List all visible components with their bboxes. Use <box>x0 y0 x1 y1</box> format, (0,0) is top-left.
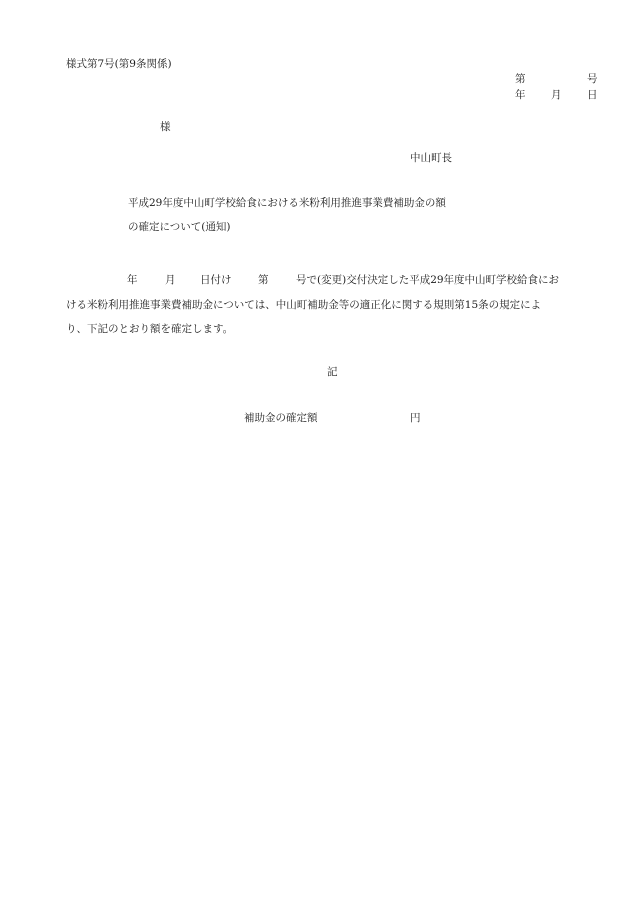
body-line-3-text: り、下記のとおり額を確定します。 <box>66 323 234 335</box>
date-month-label: 月 <box>551 89 562 101</box>
addressee-honorific: 様 <box>160 121 171 133</box>
body-date-label: 日付け <box>200 274 232 286</box>
body-line-2-text: ける米粉利用推進事業費補助金については、中山町補助金等の適正化に関する規則第15条の規定によ <box>66 299 542 311</box>
body-line-1-text: 号で(変更)交付決定した平成29年度中山町学校給食にお <box>296 274 560 286</box>
document-number-suffix: 号 <box>587 73 598 85</box>
ki-heading: 記 <box>327 366 338 378</box>
date-day-label: 日 <box>587 89 598 101</box>
body-number-prefix: 第 <box>258 274 269 286</box>
body-year-label: 年 <box>127 274 138 286</box>
date-year-label: 年 <box>515 89 526 101</box>
body-month-label: 月 <box>165 274 176 286</box>
amount-label: 補助金の確定額 <box>244 412 318 424</box>
form-number: 様式第7号(第9条関係) <box>66 58 172 70</box>
issuer-name: 中山町長 <box>410 152 452 164</box>
amount-unit: 円 <box>410 412 421 424</box>
subject-line-2: の確定について(通知) <box>128 221 231 233</box>
subject-line-1: 平成29年度中山町学校給食における米粉利用推進事業費補助金の額 <box>128 197 446 209</box>
document-number-prefix: 第 <box>515 73 526 85</box>
